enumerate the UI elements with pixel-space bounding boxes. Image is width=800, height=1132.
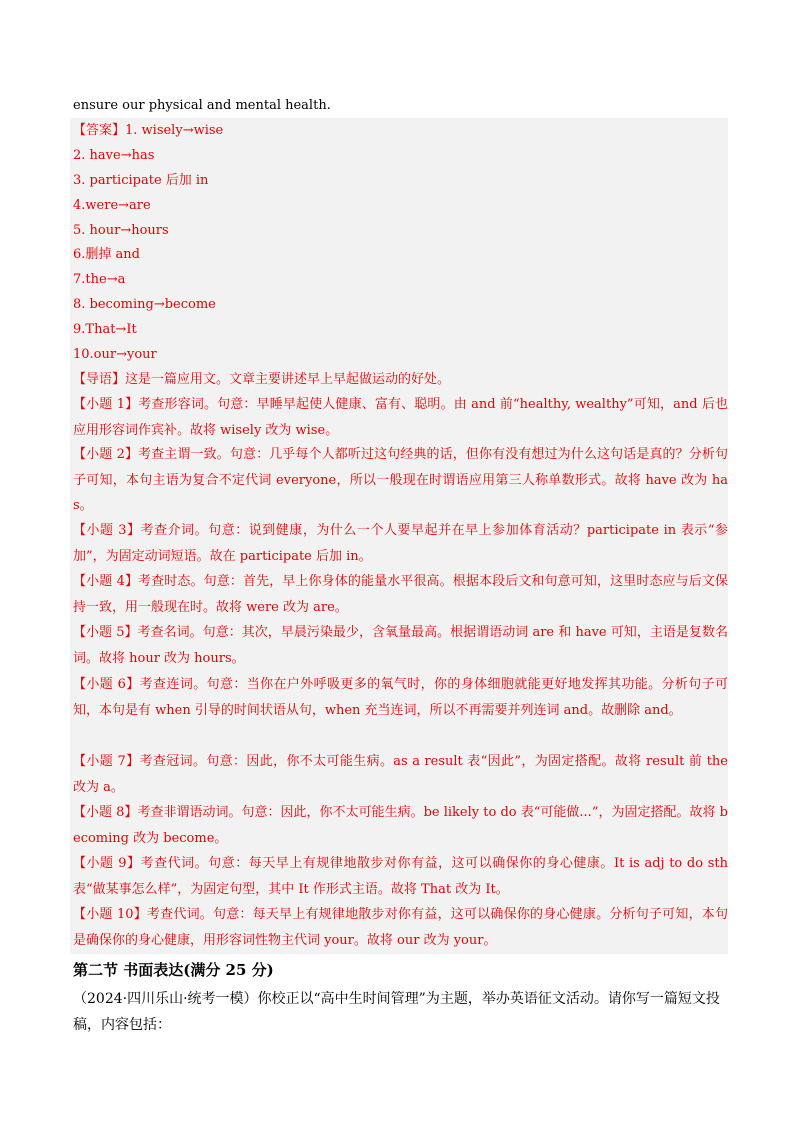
answer-line: 7.the→a (73, 272, 126, 288)
answer-list (73, 121, 728, 370)
explanation-item-7: 【小题 7】考查冠词。句意：因此，你不太可能生病。as a result 表“因此”，为固定搭配。故将 result 前 the 改为 a。 (73, 754, 728, 795)
answer-line: 【答案】1. wisely→wise (73, 123, 224, 138)
answer-line: 8. becoming→become (73, 297, 216, 313)
guide-paragraph: 【导语】这是一篇应用文。文章主要讲述早上早起做运动的好处。 (73, 372, 451, 387)
explanation-item-10: 【小题 10】考查代词。句意：每天早上有规律地散步对你有益，这可以确保你的身心健康。分析句子可知，本句是确保你的身心健康，用形容词性物主代词 your。故将 our 改为 your。 (73, 907, 728, 948)
explanation-item-3: 【小题 3】考查介词。句意：说到健康，为什么一个人要早起并在早上参加体育活动？participate in 表示“参加”，为固定动词短语。故在 participate 后加 in。 (73, 523, 728, 564)
explanation-item-9: 【小题 9】考查代词。句意：每天早上有规律地散步对你有益，这可以确保你的身心健康。It is adj to do sth 表“做某事怎么样”，为固定句型，其中 It 作形式主语。故将 That 改为 It。 (73, 856, 728, 897)
explanation-item-6: 【小题 6】考查连词。句意：当你在户外呼吸更多的氧气时，你的身体细胞就能更好地发挥其功能。分析句子可知，本句是有 when 引导的时间状语从句，when 充当连词，所以不再需要并列连词 and。故删除 and。 (73, 677, 728, 718)
writing-task-prompt: （2024·四川乐山·统考一模）你校正以“高中生时间管理”为主题，举办英语征文活动。请你写一篇短文投稿，内容包括： (73, 991, 720, 1033)
answer-line: 10.our→your (73, 347, 157, 363)
answer-line: 6.删掉 and (73, 247, 140, 263)
answer-line: 3. participate 后加 in (73, 172, 209, 188)
explanation-item-4: 【小题 4】考查时态。句意：首先，早上你身体的能量水平很高。根据本段后文和句意可知，这里时态应与后文保持一致，用一般现在时。故将 were 改为 are。 (73, 574, 728, 615)
explanation-item-2: 【小题 2】考查主谓一致。句意：几乎每个人都听过这句经典的话，但你有没有想过为什么这句话是真的？分析句子可知，本句主语为复合不定代词 everyone，所以一般现在时谓语应用第三人称单数形式。故将 have 改为 has。 (73, 447, 728, 513)
answer-line: 2. have→has (73, 147, 155, 163)
section-heading: 第二节 书面表达(满分 25 分) (73, 961, 274, 979)
explanation-item-1: 【小题 1】考查形容词。句意：早睡早起使人健康、富有、聪明。由 and 前“healthy, wealthy”可知，and 后也应用形容词作宾补。故将 wisely 改为 wise。 (73, 397, 728, 438)
explanation-item-8: 【小题 8】考查非谓语动词。句意：因此，你不太可能生病。be likely to do 表“可能做...”，为固定搭配。故将 becoming 改为 become。 (73, 805, 728, 846)
answer-line: 4.were→are (73, 197, 151, 213)
answer-line: 9.That→It (73, 322, 137, 338)
explanation-item-5: 【小题 5】考查名词。句意：其次，早晨污染最少，含氧量最高。根据谓语动词 are 和 have 可知，主语是复数名词。故将 hour 改为 hours。 (73, 625, 728, 666)
lead-text: ensure our physical and mental health. (73, 98, 331, 113)
answer-line: 5. hour→hours (73, 222, 169, 238)
